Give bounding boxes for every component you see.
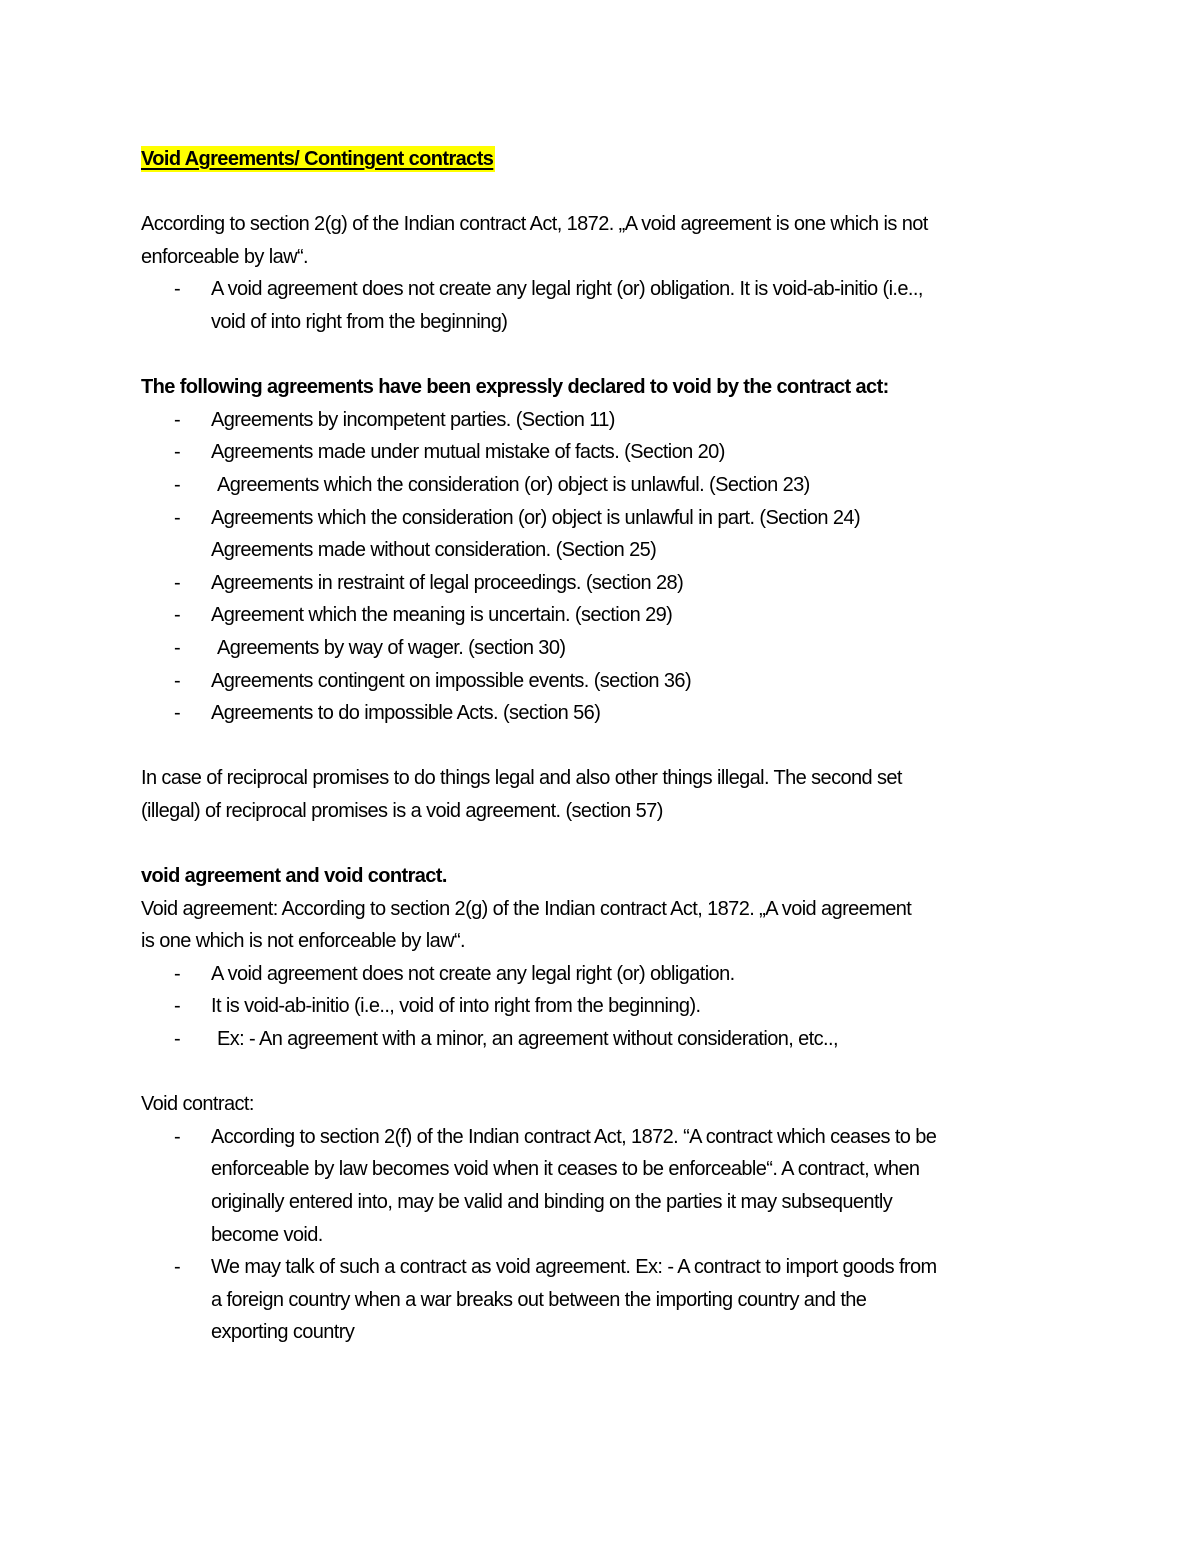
dash-bullet-icon: - <box>174 636 181 659</box>
list-item <box>141 632 1081 665</box>
section-heading: void agreement and void contract. <box>141 865 447 888</box>
dash-bullet-icon: - <box>174 995 181 1018</box>
dash-bullet-icon: - <box>174 669 181 692</box>
paragraph-line: In case of reciprocal promises to do things legal and also other things illegal. The second set <box>141 767 902 790</box>
list-item-continuation: originally entered into, may be valid and binding on the parties it may subsequently <box>211 1191 893 1213</box>
spacer <box>141 176 1081 209</box>
list-item <box>141 990 1081 1023</box>
list-item-text: Agreements contingent on impossible events. (section 36) <box>211 669 692 692</box>
list-item <box>141 1023 1081 1056</box>
list-item <box>141 273 1081 306</box>
dash-bullet-icon: - <box>174 506 181 529</box>
list-item <box>141 404 1081 437</box>
dash-bullet-icon: - <box>174 571 181 594</box>
intro-line: enforceable by law“. <box>141 245 308 268</box>
list-item-continuation: become void. <box>211 1223 323 1246</box>
list-item <box>141 1121 1081 1154</box>
list-item-continuation: exporting country <box>211 1321 355 1344</box>
list-item <box>141 665 1081 698</box>
list-item-text: Agreements to do impossible Acts. (section 56) <box>211 702 601 725</box>
dash-bullet-icon: - <box>174 604 181 627</box>
list-item <box>141 958 1081 991</box>
list-item <box>141 469 1081 502</box>
list-item-text: Agreements which the consideration (or) object is unlawful. (Section 23) <box>217 473 810 496</box>
subsection-label: Void contract: <box>141 1093 254 1116</box>
list-item <box>141 599 1081 632</box>
list-item <box>141 1251 1081 1284</box>
spacer <box>141 730 1081 763</box>
dash-bullet-icon: - <box>174 1256 181 1279</box>
dash-bullet-icon: - <box>174 278 181 301</box>
section-heading: The following agreements have been expressly declared to void by the contract act: <box>141 376 889 399</box>
list-item-text: A void agreement does not create any legal right (or) obligation. It is void-ab-initio (i.e.., <box>211 278 923 301</box>
list-item-text: Agreements in restraint of legal proceedings. (section 28) <box>211 571 684 594</box>
dash-bullet-icon: - <box>174 962 181 985</box>
list-item <box>141 436 1081 469</box>
paragraph-line: (illegal) of reciprocal promises is a void agreement. (section 57) <box>141 799 663 822</box>
list-item <box>141 697 1081 730</box>
list-item-text: We may talk of such a contract as void agreement. Ex: - A contract to import goods from <box>211 1256 937 1279</box>
dash-bullet-icon: - <box>174 473 181 496</box>
list-item-text: Agreements made without consideration. (Section 25) <box>211 539 657 562</box>
spacer <box>141 827 1081 860</box>
list-item-text: Agreements made under mutual mistake of facts. (Section 20) <box>211 441 725 464</box>
list-item-text: Agreements by way of wager. (section 30) <box>217 636 566 659</box>
dash-bullet-icon: - <box>174 702 181 725</box>
list-item-text: Ex: - An agreement with a minor, an agreement without consideration, etc.., <box>217 1028 838 1051</box>
dash-bullet-icon: - <box>174 441 181 464</box>
spacer <box>141 339 1081 372</box>
intro-line: According to section 2(g) of the Indian contract Act, 1872. „A void agreement is one which is not <box>141 213 928 236</box>
list-item-text: Agreement which the meaning is uncertain. (section 29) <box>211 604 673 627</box>
dash-bullet-icon: - <box>174 1028 181 1051</box>
list-item <box>141 502 1081 535</box>
list-item <box>141 534 1081 567</box>
spacer <box>141 1056 1081 1089</box>
document-page <box>141 143 1081 1349</box>
list-item-text: It is void-ab-initio (i.e.., void of into right from the beginning). <box>211 995 701 1018</box>
paragraph-line: is one which is not enforceable by law“. <box>141 930 465 953</box>
list-item-text: Agreements which the consideration (or) object is unlawful in part. (Section 24) <box>211 506 861 529</box>
dash-bullet-icon: - <box>174 1125 181 1148</box>
dash-bullet-icon: - <box>174 408 181 431</box>
list-item-continuation: a foreign country when a war breaks out between the importing country and the <box>211 1288 867 1311</box>
list-item-text: According to section 2(f) of the Indian contract Act, 1872. “A contract which ceases to be <box>211 1125 937 1148</box>
list-item <box>141 567 1081 600</box>
title-line <box>141 143 1081 176</box>
list-item-text: Agreements by incompetent parties. (Section 11) <box>211 408 615 431</box>
list-item-continuation: void of into right from the beginning) <box>211 310 508 333</box>
list-item-text: A void agreement does not create any legal right (or) obligation. <box>211 962 735 985</box>
list-item-continuation: enforceable by law becomes void when it ceases to be enforceable“. A contract, when <box>211 1158 920 1181</box>
paragraph-line: Void agreement: According to section 2(g) of the Indian contract Act, 1872. „A void agreement <box>141 897 912 920</box>
document-title: Void Agreements/ Contingent contracts <box>141 148 494 170</box>
